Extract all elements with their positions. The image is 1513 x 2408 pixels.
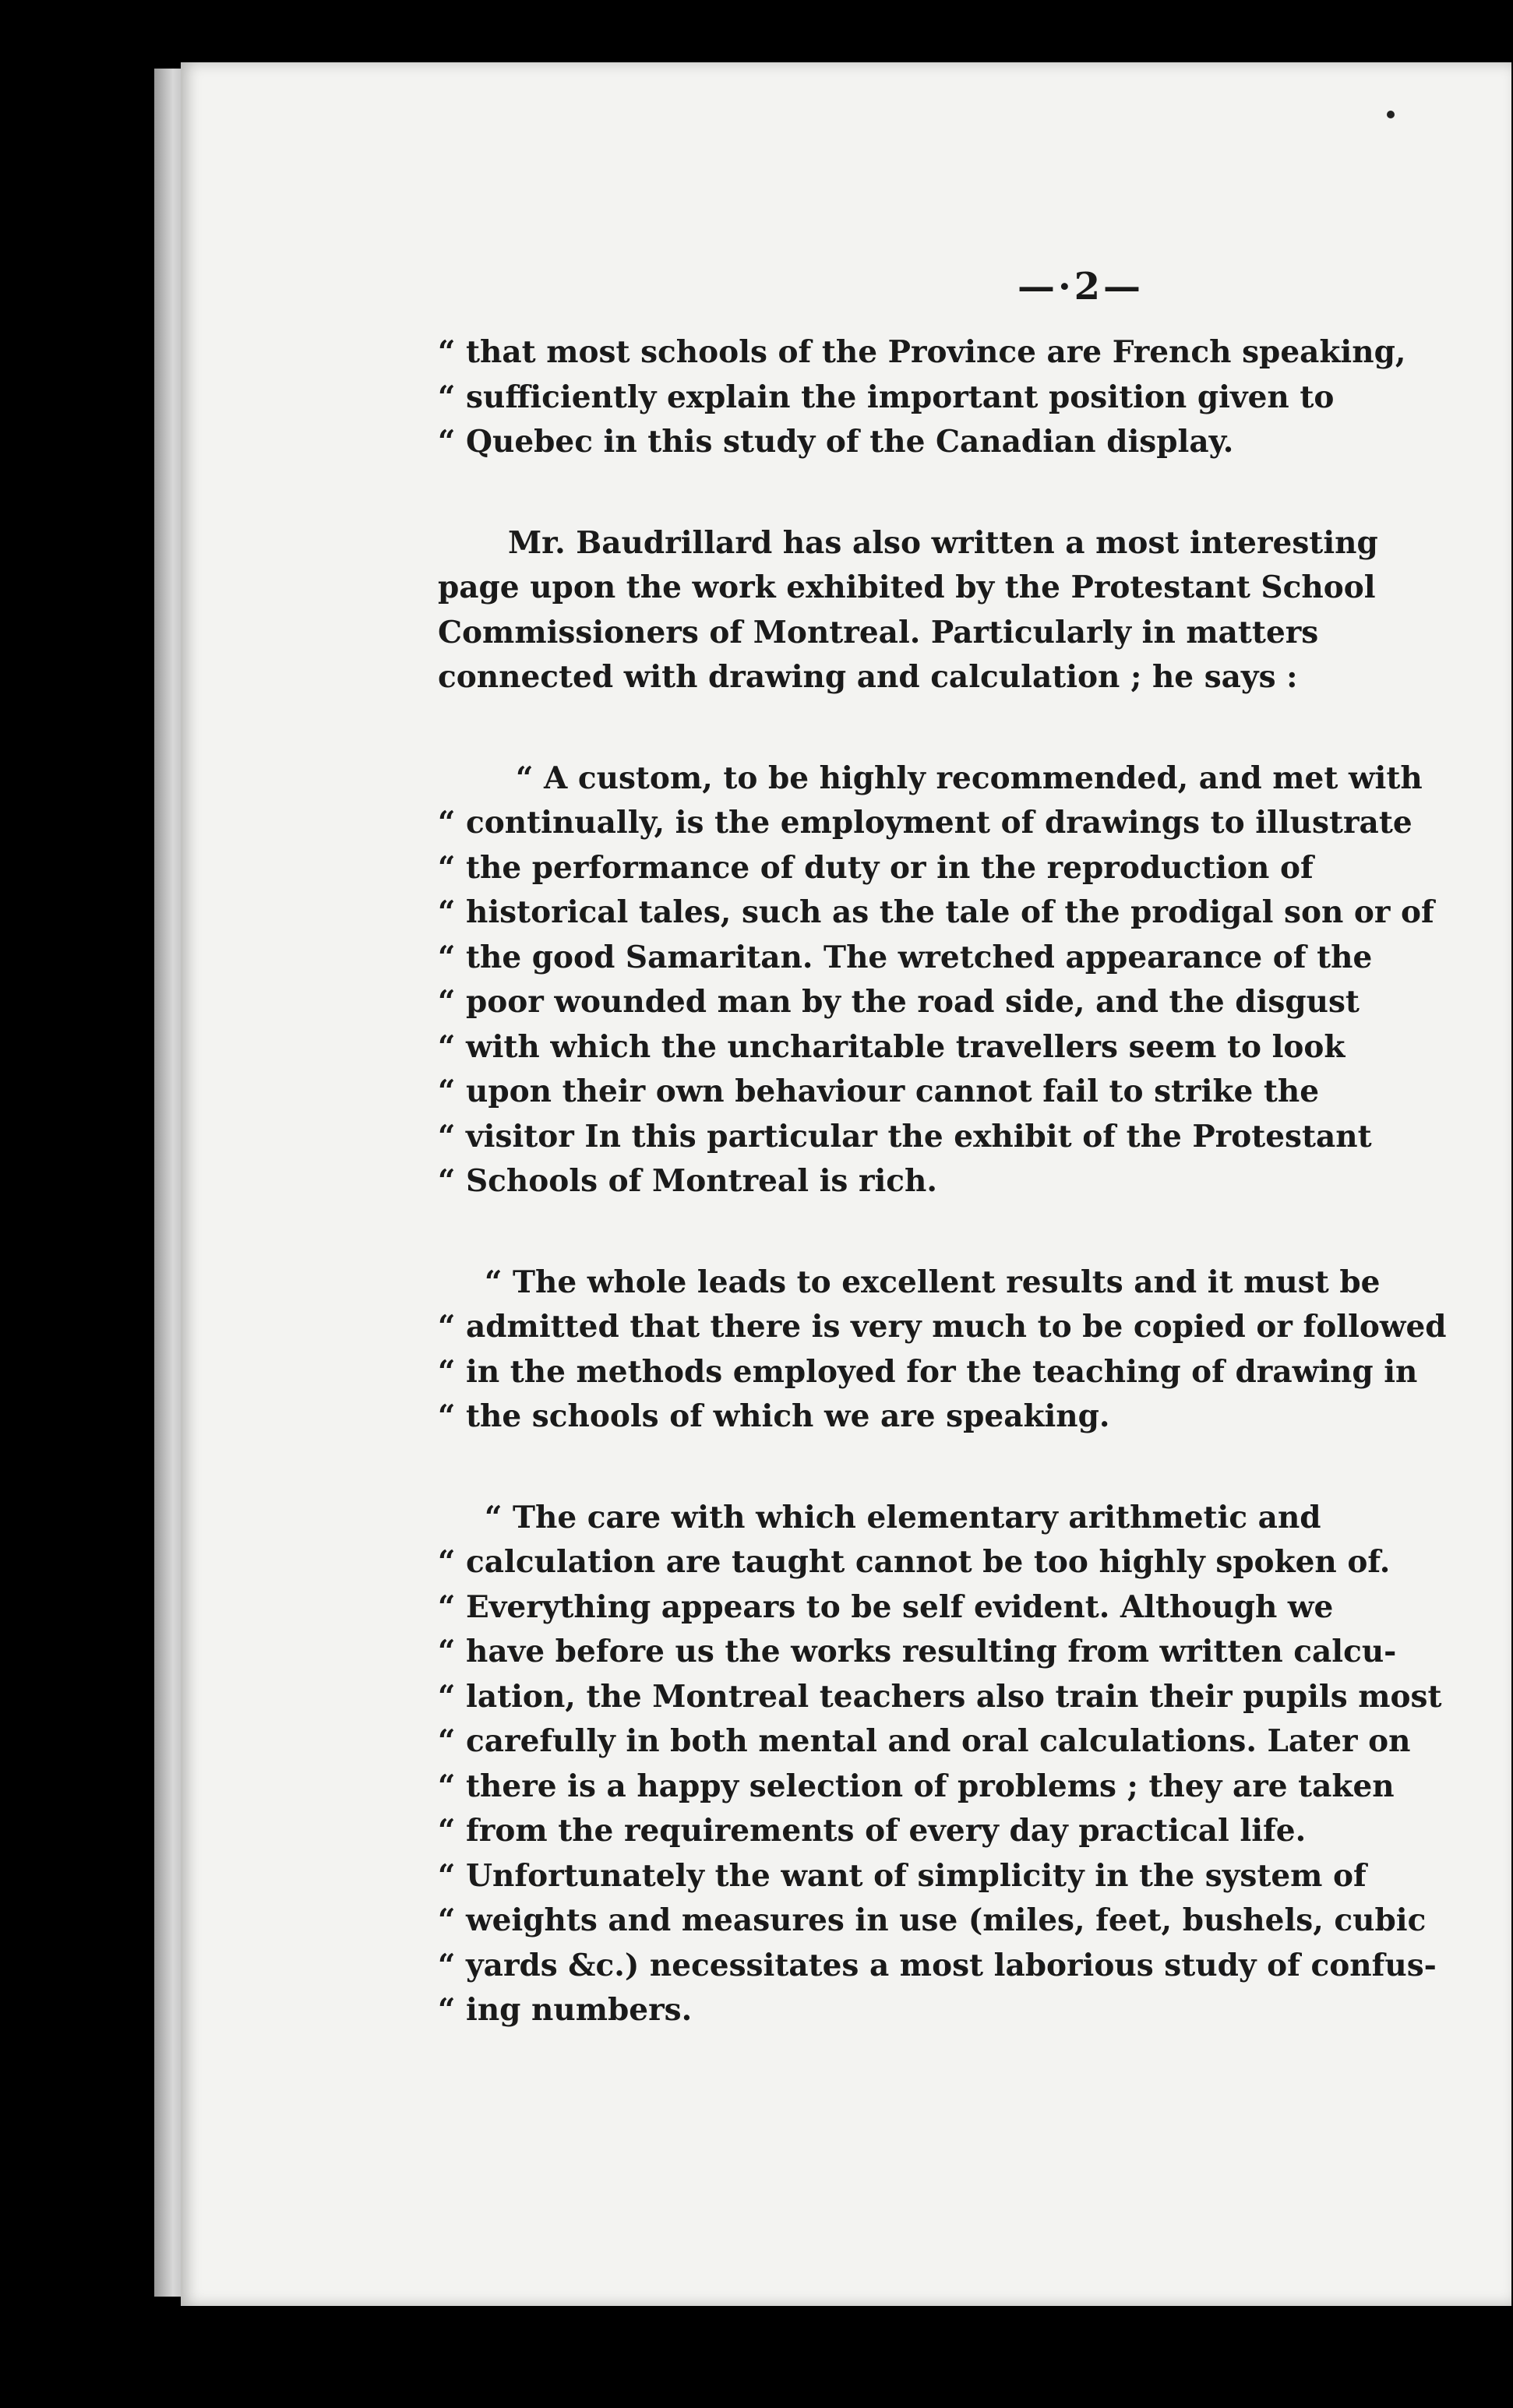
text-line: “ admitted that there is very much to be copied or followed <box>438 1309 1447 1345</box>
text-line: “ in the methods employed for the teaching of drawing in <box>438 1353 1418 1390</box>
text-line: “ visitor In this particular the exhibit of the Protestant <box>438 1118 1372 1155</box>
text-line: “ historical tales, such as the tale of the prodigal son or of <box>438 894 1434 930</box>
text-line: “ The whole leads to excellent results and it must be <box>485 1264 1381 1300</box>
text-line: “ calculation are taught cannot be too highly spoken of. <box>438 1544 1391 1580</box>
text-line: “ Quebec in this study of the Canadian display. <box>438 424 1234 460</box>
text-line: “ there is a happy selection of problems ; they are taken <box>438 1768 1395 1804</box>
text-line: “ Schools of Montreal is rich. <box>438 1163 937 1199</box>
text-line: “ the schools of which we are speaking. <box>438 1398 1110 1434</box>
paragraph <box>438 330 1490 465</box>
text-line: “ carefully in both mental and oral calculations. Later on <box>438 1723 1411 1759</box>
text-line: “ the performance of duty or in the reproduction of <box>438 849 1314 886</box>
text-line: page upon the work exhibited by the Protestant School <box>438 569 1376 605</box>
text-line: connected with drawing and calculation ; he says : <box>438 659 1298 695</box>
text-line: “ from the requirements of every day practical life. <box>438 1813 1307 1849</box>
text-line: “ have before us the works resulting from written calcu- <box>438 1634 1397 1669</box>
text-line: “ Unfortunately the want of simplicity in the system of <box>438 1857 1367 1894</box>
document-page <box>181 62 1511 2306</box>
text-line: “ Everything appears to be self evident. Although we <box>438 1588 1334 1625</box>
text-line: “ A custom, to be highly recommended, and met with <box>516 760 1423 796</box>
text-line: “ yards &c.) necessitates a most laborious study of confus- <box>438 1947 1437 1983</box>
paragraph <box>438 756 1490 1204</box>
text-line: “ The care with which elementary arithmetic and <box>485 1499 1321 1535</box>
text-line: Mr. Baudrillard has also written a most interesting <box>508 524 1378 561</box>
text-line: Commissioners of Montreal. Particularly in matters <box>438 614 1319 650</box>
text-line: “ continually, is the employment of drawings to illustrate <box>438 805 1412 841</box>
paragraph <box>438 1260 1490 1440</box>
text-line: “ poor wounded man by the road side, and the disgust <box>438 984 1360 1020</box>
text-line: “ upon their own behaviour cannot fail to strike the <box>438 1074 1320 1109</box>
text-line: “ the good Samaritan. The wretched appearance of the <box>438 939 1373 975</box>
page-content <box>438 265 1490 2089</box>
text-line: “ weights and measures in use (miles, feet, bushels, cubic <box>438 1902 1427 1938</box>
paragraph <box>438 521 1490 700</box>
text-line: “ with which the uncharitable travellers seem to look <box>438 1028 1345 1065</box>
page-speck <box>1387 111 1395 118</box>
page-number: —·2— <box>1017 265 1144 308</box>
text-line: “ lation, the Montreal teachers also train their pupils most <box>438 1678 1442 1715</box>
text-line: “ ing numbers. <box>438 1992 693 2028</box>
paragraph <box>438 1496 1490 2033</box>
text-line: “ sufficiently explain the important position given to <box>438 379 1335 415</box>
text-line: “ that most schools of the Province are French speaking, <box>438 334 1406 370</box>
